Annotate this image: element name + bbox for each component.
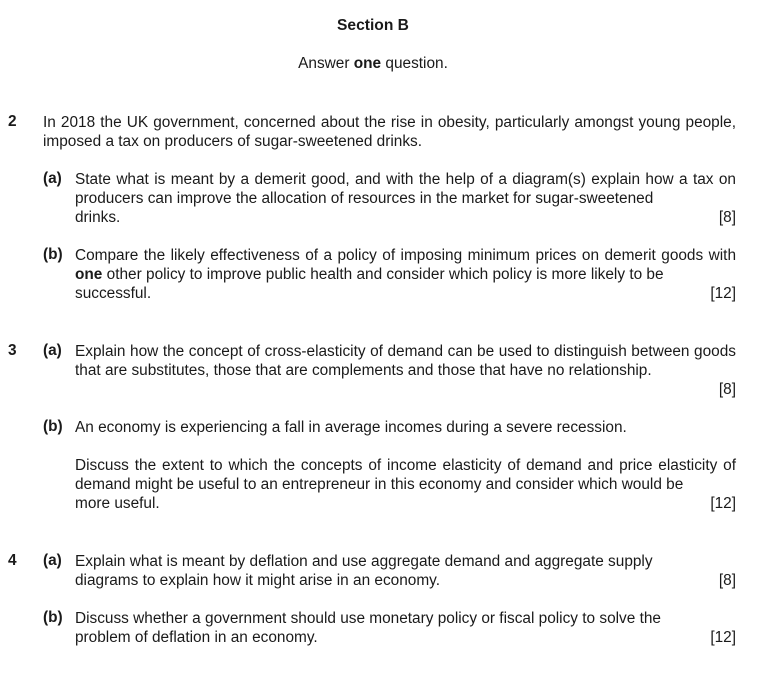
part-label: (a) <box>43 170 62 187</box>
part-text <box>75 609 736 647</box>
part-text-bold: one <box>75 266 103 283</box>
part-text <box>75 170 736 227</box>
marks-label: [12] <box>710 285 736 302</box>
part-last-line <box>75 494 736 513</box>
part-text-pre: Compare the likely effectiveness of a policy of imposing minimum prices on demerit goods with <box>75 247 736 264</box>
marks-label: [8] <box>718 572 736 589</box>
instruction-text-post: question. <box>381 55 448 72</box>
marks-label: [8] <box>718 209 736 226</box>
part-last-line <box>75 208 736 227</box>
instruction-text-bold: one <box>353 55 382 72</box>
part-text <box>75 342 736 399</box>
part-label: (a) <box>43 342 62 359</box>
part-label: (b) <box>43 246 63 263</box>
part-marks-line <box>75 380 736 399</box>
part-text-main: Explain how the concept of cross-elasticity of demand can be used to distinguish between goods that are substitutes, those that are complements and those that have no relationship. <box>75 343 736 379</box>
part-text-main: State what is meant by a demerit good, and with the help of a diagram(s) explain how a tax on producers can improve the allocation of resources in the market for sugar-sweetened <box>75 171 736 207</box>
part-text-post: other policy to improve public health and consider which policy is more likely to be <box>102 266 664 283</box>
part-last-line <box>75 284 736 303</box>
marks-label: [12] <box>710 629 736 646</box>
part-text <box>75 418 736 513</box>
part-text-last: more useful. <box>75 495 160 512</box>
part-label: (b) <box>43 418 63 435</box>
part-last-line <box>75 571 736 590</box>
section-instruction <box>0 55 746 73</box>
question-number: 4 <box>8 552 17 569</box>
part-paragraph <box>75 456 736 513</box>
part-label: (b) <box>43 609 63 626</box>
question-number: 3 <box>8 342 17 359</box>
part-text-last: problem of deflation in an economy. <box>75 629 318 646</box>
part-last-line <box>75 628 736 647</box>
part-text-last: drinks. <box>75 209 121 226</box>
instruction-text-pre: Answer <box>298 55 354 72</box>
part-text <box>75 552 736 590</box>
marks-label: [12] <box>710 495 736 512</box>
part-label: (a) <box>43 552 62 569</box>
part-text-main: Discuss whether a government should use monetary policy or fiscal policy to solve the <box>75 610 661 627</box>
marks-label: [8] <box>718 381 736 398</box>
section-title: Section B <box>337 17 409 34</box>
part-text-last: successful. <box>75 285 152 302</box>
question-number: 2 <box>8 113 17 130</box>
part-text <box>75 246 736 303</box>
part-text-main: Explain what is meant by deflation and use aggregate demand and aggregate supply <box>75 553 653 570</box>
part-paragraph: An economy is experiencing a fall in average incomes during a severe recession. <box>75 419 627 436</box>
part-text-last: diagrams to explain how it might arise in an economy. <box>75 572 440 589</box>
part-text-main: Discuss the extent to which the concepts of income elasticity of demand and price elasticity of demand might be useful to an entrepreneur in this economy and consider which would be <box>75 457 736 493</box>
question-stem: In 2018 the UK government, concerned about the rise in obesity, particularly amongst young people, imposed a tax on producers of sugar-sweetened drinks. <box>43 114 736 150</box>
